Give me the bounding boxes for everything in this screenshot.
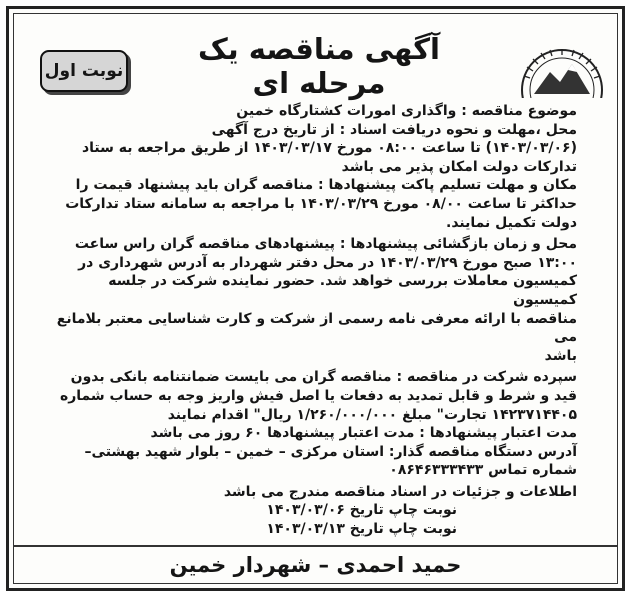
print-date-line: نوبت چاپ تاریخ ۱۴۰۳/۰۳/۰۶ bbox=[266, 502, 457, 519]
notice-line: کمیسیون معاملات بررسی خواهد شد. حضور نماینده شرکت در جلسه کمیسیون bbox=[108, 273, 577, 308]
notice-line: اطلاعات و جزئیات در اسناد مناقصه مندرج می باشد bbox=[223, 483, 577, 500]
notice-line: مکان و مهلت تسلیم پاکت پیشنهادها : مناقصه گران باید پیشنهاد قیمت را bbox=[75, 177, 577, 194]
notice-inner-border bbox=[13, 13, 618, 584]
notice-line: قید و شرط و قابل تمدید به دفعات یا اصل فیش واریز وجه به حساب شماره bbox=[59, 387, 577, 404]
notice-line: دولت تکمیل نمایند. bbox=[446, 214, 577, 231]
notice-line: آدرس دستگاه مناقصه گذار: استان مرکزی – خمین – بلوار شهید بهشتی– bbox=[84, 443, 577, 460]
notice-header bbox=[14, 14, 617, 100]
notice-line: موضوع مناقصه : واگذاری امورات کشتارگاه خمین bbox=[236, 103, 577, 119]
notice-title: آگهی مناقصه یک مرحله ای bbox=[198, 32, 440, 100]
notice-line: باشد bbox=[544, 347, 577, 364]
notice-line: ۱۴۲۳۷۱۴۴۰۵ تجارت" مبلغ ۱/۲۶۰/۰۰۰/۰۰۰ ریال" اقدام نمایند bbox=[167, 406, 577, 423]
notice-line: محل و زمان بازگشائی پیشنهادها : پیشنهادهای مناقصه گران راس ساعت bbox=[74, 236, 577, 253]
notice-line: شماره تماس ۰۸۶۴۶۳۳۳۴۳۳ bbox=[389, 462, 577, 479]
print-date-line: نوبت چاپ تاریخ ۱۴۰۳/۰۳/۱۳ bbox=[266, 521, 457, 538]
notice-line: تدارکات دولت امکان پذیر می باشد bbox=[341, 158, 577, 175]
notice-line: (۱۴۰۳/۰۳/۰۶) تا ساعت ۰۸:۰۰ مورخ ۱۴۰۳/۰۳/۱۷ از طریق مراجعه به ستاد bbox=[81, 140, 577, 157]
notice-line: سپرده شرکت در مناقصه : مناقصه گران می بایست ضمانتنامه بانکی بدون bbox=[70, 369, 577, 386]
notice-line: حداکثر تا ساعت ۰۸/۰۰ مورخ ۱۴۰۳/۰۳/۲۹ با مراجعه به سامانه ستاد تدارکات bbox=[65, 195, 577, 212]
notice-line: مدت اعتبار پیشنهادها : مدت اعتبار پیشنهادها ۶۰ روز می باشد bbox=[150, 425, 577, 442]
notice-line: محل ،مهلت و نحوه دریافت اسناد : از تاریخ درج آگهی bbox=[211, 121, 577, 138]
notice-line: ۱۳:۰۰ صبح مورخ ۱۴۰۳/۰۳/۲۹ در محل دفتر شهردار به آدرس شهرداری در bbox=[78, 254, 577, 271]
signature: حمید احمدی – شهردار خمین bbox=[14, 545, 617, 583]
round-badge: نوبت اول bbox=[40, 50, 128, 92]
notice-frame bbox=[6, 6, 625, 591]
municipality-logo-icon bbox=[510, 36, 614, 98]
notice-line: مناقصه با ارائه معرفی نامه رسمی از شرکت و کارت شناسایی معتبر بلامانع می bbox=[56, 310, 577, 346]
notice-body bbox=[44, 102, 577, 539]
